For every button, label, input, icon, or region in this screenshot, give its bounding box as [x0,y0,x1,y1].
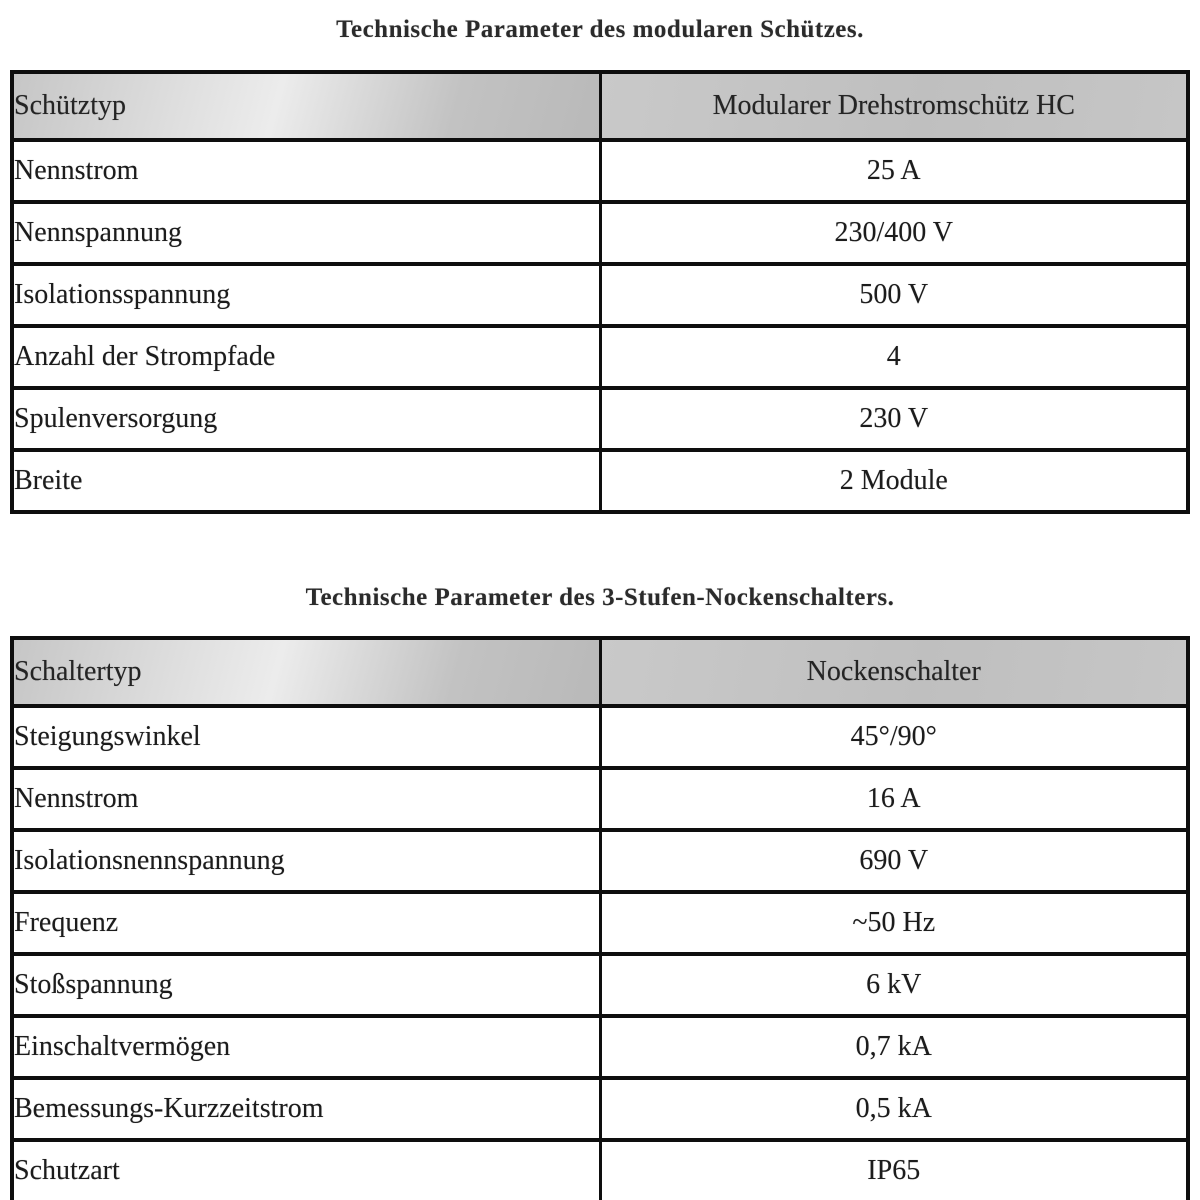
table1-title: Technische Parameter des modularen Schützes. [336,16,864,43]
param-value: 4 [600,326,1188,388]
param-value: ~50 Hz [600,892,1188,954]
spacer [0,612,1200,636]
param-value: 6 kV [600,954,1188,1016]
table-row [12,140,1188,202]
param-value: 45°/90° [600,706,1188,768]
param-label: Stoßspannung [12,954,600,1016]
param-label: Isolationsnennspannung [12,830,600,892]
param-label: Isolationsspannung [12,264,600,326]
spacer [0,514,1200,584]
table-row [12,892,1188,954]
param-value: 230/400 V [600,202,1188,264]
table-row [12,1016,1188,1078]
param-value: 0,5 kA [600,1078,1188,1140]
param-label: Breite [12,450,600,512]
table-row [12,450,1188,512]
contactor-spec-table [10,70,1190,514]
table-row [12,202,1188,264]
param-value: 25 A [600,140,1188,202]
param-value: 690 V [600,830,1188,892]
table-row [12,388,1188,450]
table-row [12,1078,1188,1140]
table-row [12,1140,1188,1200]
spacer [0,44,1200,70]
param-value: 230 V [600,388,1188,450]
table2-header-value: Nockenschalter [600,638,1188,706]
param-label: Nennspannung [12,202,600,264]
param-label: Anzahl der Strompfade [12,326,600,388]
param-label: Steigungswinkel [12,706,600,768]
param-value: 2 Module [600,450,1188,512]
table-header-row [12,638,1188,706]
table1-header-value: Modularer Drehstromschütz HC [600,72,1188,140]
table2-title: Technische Parameter des 3-Stufen-Nockenschalters. [305,584,895,611]
table2-header-param: Schaltertyp [12,638,600,706]
param-label: Spulenversorgung [12,388,600,450]
param-label: Frequenz [12,892,600,954]
cam-switch-spec-table [10,636,1190,1200]
table-row [12,768,1188,830]
table-row [12,706,1188,768]
param-value: 16 A [600,768,1188,830]
table1-header-param: Schütztyp [12,72,600,140]
param-label: Schutzart [12,1140,600,1200]
param-label: Nennstrom [12,140,600,202]
table-row [12,954,1188,1016]
param-label: Bemessungs-Kurzzeitstrom [12,1078,600,1140]
table-row [12,830,1188,892]
param-value: IP65 [600,1140,1188,1200]
param-value: 500 V [600,264,1188,326]
param-value: 0,7 kA [600,1016,1188,1078]
table-header-row [12,72,1188,140]
table-row [12,326,1188,388]
param-label: Nennstrom [12,768,600,830]
param-label: Einschaltvermögen [12,1016,600,1078]
table-row [12,264,1188,326]
